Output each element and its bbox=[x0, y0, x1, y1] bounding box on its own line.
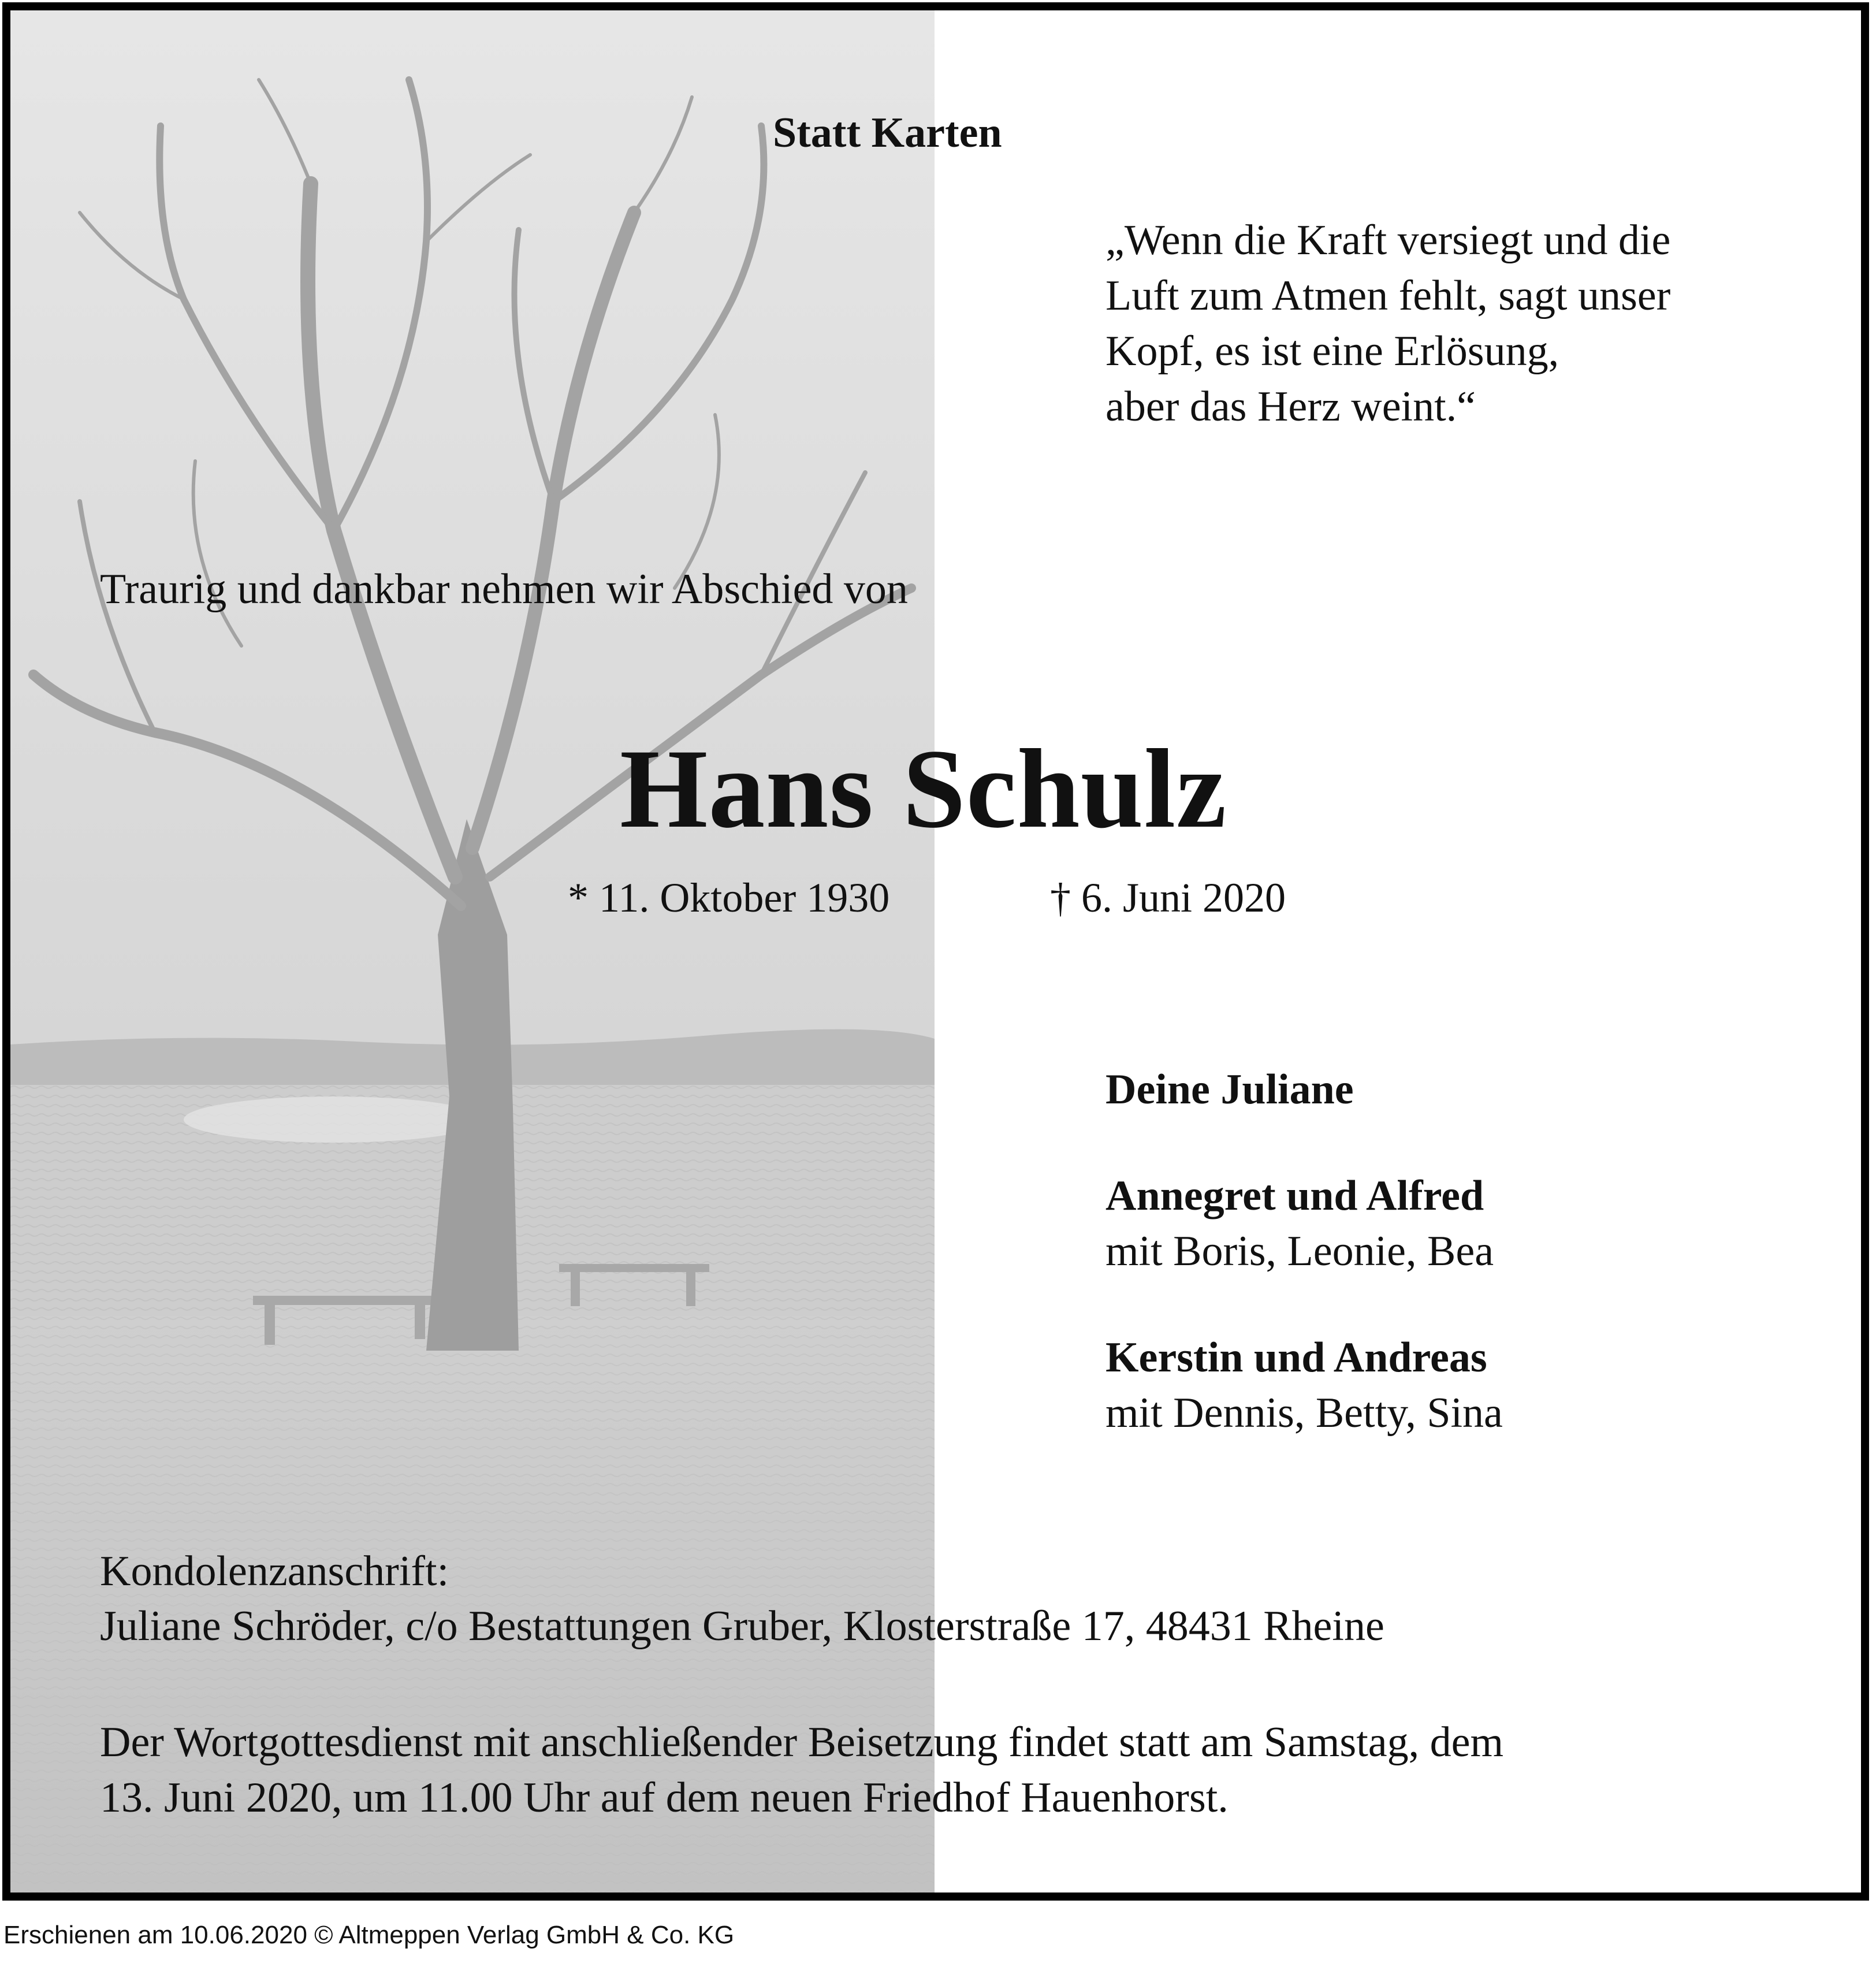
mourner-name: Annegret und Alfred bbox=[1106, 1172, 1484, 1219]
mourner-group bbox=[1106, 1330, 1856, 1441]
mourner-name: Deine Juliane bbox=[1106, 1066, 1354, 1113]
mourners-list bbox=[1106, 1062, 1856, 1492]
mourner-group bbox=[1106, 1062, 1856, 1117]
birth-date: * 11. Oktober 1930 bbox=[568, 875, 890, 921]
condolence-address: Juliane Schröder, c/o Bestattungen Gruber, Klosterstraße 17, 48431 Rheine bbox=[100, 1603, 1384, 1650]
mourner-group bbox=[1106, 1168, 1856, 1279]
statt-karten-heading: Statt Karten bbox=[773, 109, 1002, 157]
publication-footer: Erschienen am 10.06.2020 © Altmeppen Verlag GmbH & Co. KG bbox=[3, 1921, 735, 1949]
deceased-name: Hans Schulz bbox=[620, 726, 1227, 852]
quote-line: aber das Herz weint.“ bbox=[1106, 383, 1476, 430]
mourner-children: mit Dennis, Betty, Sina bbox=[1106, 1389, 1503, 1437]
service-details bbox=[100, 1715, 1821, 1825]
obituary-notice bbox=[2, 2, 1869, 1901]
quote-line: „Wenn die Kraft versiegt und die bbox=[1106, 217, 1671, 264]
quote-line: Kopf, es ist eine Erlösung, bbox=[1106, 328, 1559, 375]
death-date: † 6. Juni 2020 bbox=[1050, 875, 1286, 921]
mourner-children: mit Boris, Leonie, Bea bbox=[1106, 1228, 1494, 1275]
mourner-name: Kerstin und Andreas bbox=[1106, 1334, 1487, 1381]
farewell-intro: Traurig und dankbar nehmen wir Abschied von bbox=[100, 566, 908, 613]
memorial-quote bbox=[1106, 213, 1856, 434]
condolence-label: Kondolenzanschrift: bbox=[100, 1548, 449, 1595]
service-line: 13. Juni 2020, um 11.00 Uhr auf dem neuen Friedhof Hauenhorst. bbox=[100, 1774, 1229, 1821]
service-line: Der Wortgottesdienst mit anschließender Beisetzung findet statt am Samstag, dem bbox=[100, 1719, 1504, 1766]
quote-line: Luft zum Atmen fehlt, sagt unser bbox=[1106, 272, 1671, 319]
